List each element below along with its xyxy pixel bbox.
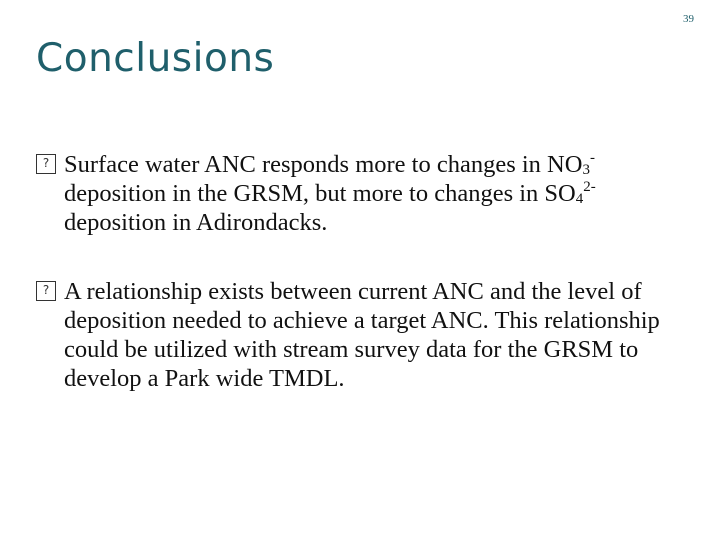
- bullet-item: [36, 277, 686, 393]
- superscript-minus: -: [589, 150, 595, 166]
- subscript-3: 3: [582, 162, 590, 178]
- missing-glyph-icon: ?: [36, 281, 56, 301]
- slide-number: 39: [683, 13, 694, 25]
- bullet-list: [36, 150, 686, 433]
- subscript-4: 4: [575, 191, 584, 207]
- missing-glyph-icon: ?: [36, 154, 56, 174]
- bullet-text: Surface water ANC responds more to changes in $NO_3^-$ deposition in the GRSM, but more to changes in $SO_4^{2-}$ deposition in Adirondacks.: [64, 150, 596, 236]
- superscript-2-minus: 2-: [583, 179, 596, 195]
- bullet-item: [36, 150, 686, 237]
- bullet-text: A relationship exists between current ANC and the level of deposition needed to achieve a target ANC. This relationship could be utilized with stream survey data for the GRSM to develop a Park wide TMDL.: [64, 278, 660, 392]
- slide-title: Conclusions: [36, 36, 275, 81]
